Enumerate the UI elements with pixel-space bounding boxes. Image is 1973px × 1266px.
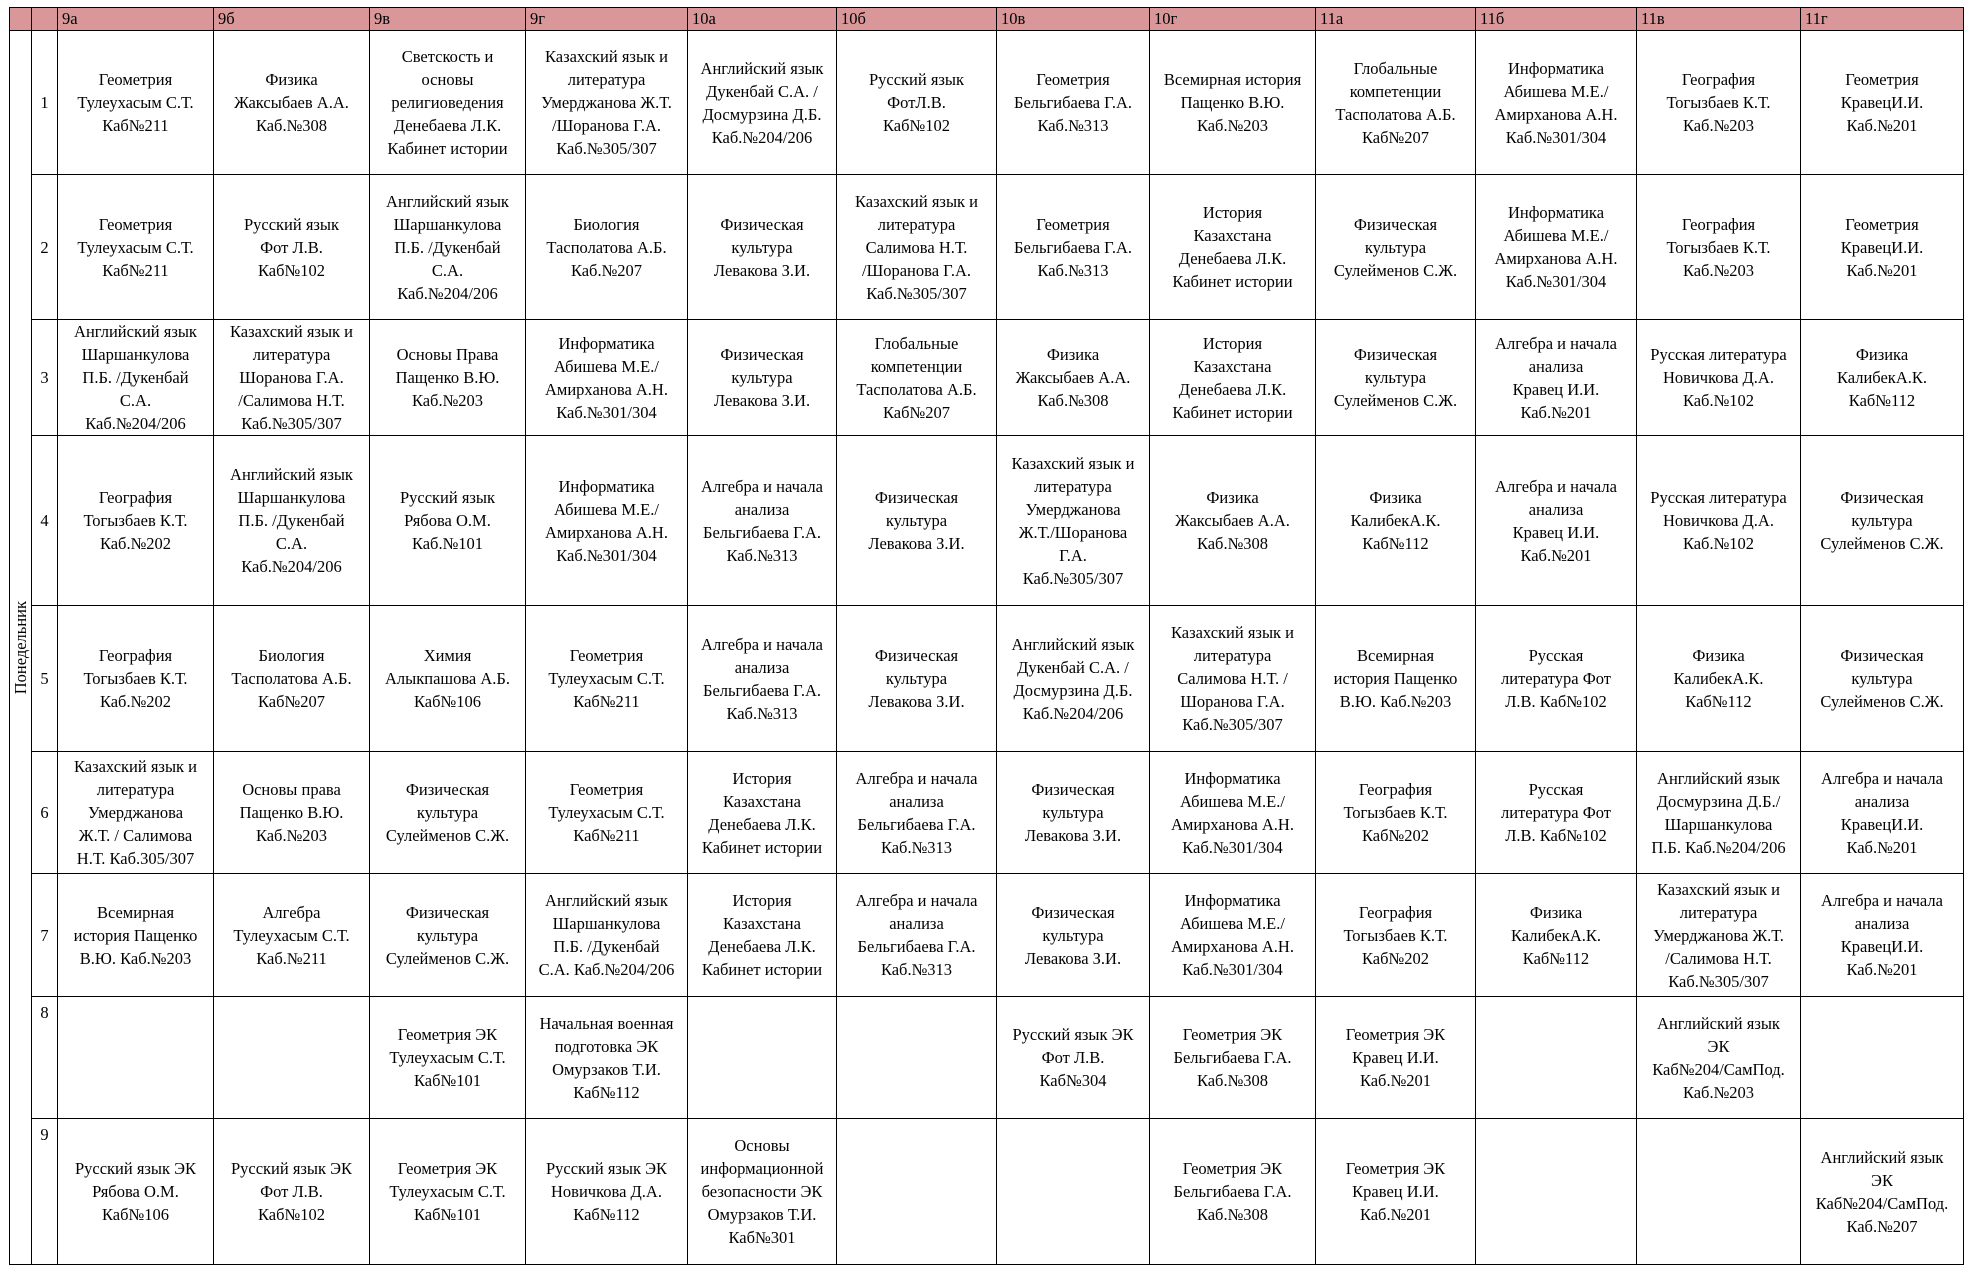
- lesson-cell: География Тогызбаев К.Т. Каб.№203: [1637, 31, 1801, 175]
- lesson-cell: Геометрия ЭК Кравец И.И. Каб.№201: [1316, 997, 1476, 1119]
- lesson-cell: Физика Жаксыбаев А.А. Каб.№308: [1150, 436, 1316, 606]
- lesson-cell: [837, 1119, 997, 1265]
- lesson-cell: Физика КалибекА.К. Каб№112: [1801, 320, 1964, 436]
- lesson-row: [10, 1119, 1964, 1265]
- lesson-cell: Физическая культура Левакова З.И.: [997, 752, 1150, 874]
- lesson-cell: [58, 997, 214, 1119]
- lesson-cell: Алгебра Тулеухасым С.Т. Каб.№211: [214, 874, 370, 997]
- lesson-cell: Казахский язык и литература Умерджанова Ж.Т. / Салимова Н.Т. Каб.305/307: [58, 752, 214, 874]
- lesson-cell: География Тогызбаев К.Т. Каб.№202: [58, 436, 214, 606]
- lesson-row: [10, 606, 1964, 752]
- lesson-cell: Английский язык Шаршанкулова П.Б. /Дукенбай С.А. Каб.№204/206: [214, 436, 370, 606]
- lesson-cell: Английский язык Шаршанкулова П.Б. /Дукенбай С.А. Каб.№204/206: [58, 320, 214, 436]
- lesson-cell: Геометрия Тулеухасым С.Т. Каб№211: [526, 606, 688, 752]
- lesson-row: [10, 997, 1964, 1119]
- lesson-cell: Физика Жаксыбаев А.А. Каб.№308: [997, 320, 1150, 436]
- lesson-cell: Русский язык ФотЛ.В. Каб№102: [837, 31, 997, 175]
- lesson-cell: [1801, 997, 1964, 1119]
- lesson-row: [10, 436, 1964, 606]
- lesson-row: [10, 31, 1964, 175]
- lesson-cell: Казахский язык и литература Шоранова Г.А. /Салимова Н.Т. Каб.№305/307: [214, 320, 370, 436]
- lesson-number: 7: [32, 874, 58, 997]
- lesson-cell: Физика КалибекА.К. Каб№112: [1637, 606, 1801, 752]
- day-cell: [10, 31, 32, 1265]
- lesson-row: [10, 752, 1964, 874]
- lesson-cell: Физическая культура Левакова З.И.: [997, 874, 1150, 997]
- lesson-cell: Физическая культура Левакова З.И.: [837, 436, 997, 606]
- lesson-cell: История Казахстана Денебаева Л.К. Кабинет истории: [688, 752, 837, 874]
- lesson-cell: Биология Тасполатова А.Б. Каб№207: [214, 606, 370, 752]
- lesson-cell: Русская литература Новичкова Д.А. Каб.№102: [1637, 320, 1801, 436]
- lesson-cell: Алгебра и начала анализа Бельгибаева Г.А. Каб.№313: [837, 874, 997, 997]
- class-header: 9а: [58, 8, 214, 31]
- lesson-cell: Русский язык ЭК Фот Л.В. Каб№102: [214, 1119, 370, 1265]
- lesson-cell: Физика КалибекА.К. Каб№112: [1476, 874, 1637, 997]
- lesson-cell: Казахский язык и литература Умерджанова Ж.Т. /Шоранова Г.А. Каб.№305/307: [526, 31, 688, 175]
- lesson-cell: Казахский язык и литература Салимова Н.Т. /Шоранова Г.А. Каб.№305/307: [837, 175, 997, 320]
- lesson-cell: Геометрия Тулеухасым С.Т. Каб№211: [58, 31, 214, 175]
- lesson-cell: Английский язык Дукенбай С.А. / Досмурзина Д.Б. Каб.№204/206: [688, 31, 837, 175]
- lesson-cell: Геометрия КравецИ.И. Каб.№201: [1801, 31, 1964, 175]
- lesson-number: 3: [32, 320, 58, 436]
- lesson-number: 6: [32, 752, 58, 874]
- schedule-table: [9, 7, 1964, 1265]
- lesson-cell: История Казахстана Денебаева Л.К. Кабинет истории: [688, 874, 837, 997]
- lesson-number: 4: [32, 436, 58, 606]
- lesson-cell: Русская литература Фот Л.В. Каб№102: [1476, 752, 1637, 874]
- lesson-cell: Физическая культура Сулейменов С.Ж.: [1801, 606, 1964, 752]
- lesson-cell: Русский язык Рябова О.М. Каб.№101: [370, 436, 526, 606]
- lesson-cell: [214, 997, 370, 1119]
- lesson-cell: Геометрия ЭК Кравец И.И. Каб.№201: [1316, 1119, 1476, 1265]
- class-header: 9в: [370, 8, 526, 31]
- lesson-cell: Информатика Абишева М.Е./ Амирханова А.Н. Каб.№301/304: [1150, 752, 1316, 874]
- lesson-cell: Физическая культура Сулейменов С.Ж.: [1316, 320, 1476, 436]
- lesson-cell: Геометрия Бельгибаева Г.А. Каб.№313: [997, 175, 1150, 320]
- lesson-cell: [1476, 997, 1637, 1119]
- lesson-cell: Геометрия ЭК Тулеухасым С.Т. Каб№101: [370, 997, 526, 1119]
- lesson-cell: Геометрия Тулеухасым С.Т. Каб№211: [58, 175, 214, 320]
- class-header: 11а: [1316, 8, 1476, 31]
- lesson-cell: Физика Жаксыбаев А.А. Каб.№308: [214, 31, 370, 175]
- class-header: 9г: [526, 8, 688, 31]
- lesson-cell: Русский язык ЭК Фот Л.В. Каб№304: [997, 997, 1150, 1119]
- class-header: 10б: [837, 8, 997, 31]
- class-header: 11б: [1476, 8, 1637, 31]
- lesson-cell: Глобальные компетенции Тасполатова А.Б. Каб№207: [1316, 31, 1476, 175]
- lesson-cell: География Тогызбаев К.Т. Каб.№203: [1637, 175, 1801, 320]
- lesson-cell: Физическая культура Сулейменов С.Ж.: [1316, 175, 1476, 320]
- lesson-number: 9: [32, 1119, 58, 1265]
- lesson-cell: Алгебра и начала анализа КравецИ.И. Каб.№201: [1801, 752, 1964, 874]
- lesson-cell: Всемирная история Пащенко В.Ю. Каб.№203: [58, 874, 214, 997]
- lesson-cell: География Тогызбаев К.Т. Каб№202: [1316, 752, 1476, 874]
- lesson-cell: Физическая культура Сулейменов С.Ж.: [370, 752, 526, 874]
- header-row: [10, 8, 1964, 31]
- lesson-number: 8: [32, 997, 58, 1119]
- lesson-cell: [997, 1119, 1150, 1265]
- lesson-number: 5: [32, 606, 58, 752]
- lesson-cell: Русская литература Фот Л.В. Каб№102: [1476, 606, 1637, 752]
- lesson-cell: Казахский язык и литература Умерджанова Ж.Т. /Салимова Н.Т. Каб.№305/307: [1637, 874, 1801, 997]
- lesson-cell: Всемирная история Пащенко В.Ю. Каб.№203: [1150, 31, 1316, 175]
- lesson-number: 1: [32, 31, 58, 175]
- lesson-row: [10, 320, 1964, 436]
- lesson-cell: Геометрия Бельгибаева Г.А. Каб.№313: [997, 31, 1150, 175]
- lesson-cell: Геометрия ЭК Бельгибаева Г.А. Каб.№308: [1150, 997, 1316, 1119]
- lesson-cell: Физическая культура Сулейменов С.Ж.: [1801, 436, 1964, 606]
- lesson-cell: Алгебра и начала анализа Кравец И.И. Каб.№201: [1476, 320, 1637, 436]
- lesson-cell: [688, 997, 837, 1119]
- lesson-cell: Английский язык Шаршанкулова П.Б. /Дукенбай С.А. Каб.№204/206: [526, 874, 688, 997]
- class-header: 9б: [214, 8, 370, 31]
- lesson-cell: [837, 997, 997, 1119]
- lesson-cell: Биология Тасполатова А.Б. Каб.№207: [526, 175, 688, 320]
- lesson-cell: Казахский язык и литература Умерджанова Ж.Т./Шоранова Г.А. Каб.№305/307: [997, 436, 1150, 606]
- lesson-cell: Алгебра и начала анализа КравецИ.И. Каб.№201: [1801, 874, 1964, 997]
- class-header: 10а: [688, 8, 837, 31]
- lesson-row: [10, 175, 1964, 320]
- lesson-cell: Геометрия ЭК Тулеухасым С.Т. Каб№101: [370, 1119, 526, 1265]
- lesson-cell: Английский язык Шаршанкулова П.Б. /Дукенбай С.А. Каб.№204/206: [370, 175, 526, 320]
- lesson-cell: Геометрия ЭК Бельгибаева Г.А. Каб.№308: [1150, 1119, 1316, 1265]
- lesson-cell: Глобальные компетенции Тасполатова А.Б. Каб№207: [837, 320, 997, 436]
- lesson-cell: Всемирная история Пащенко В.Ю. Каб.№203: [1316, 606, 1476, 752]
- lesson-cell: Информатика Абишева М.Е./ Амирханова А.Н. Каб.№301/304: [1150, 874, 1316, 997]
- lesson-cell: Геометрия КравецИ.И. Каб.№201: [1801, 175, 1964, 320]
- lesson-cell: Алгебра и начала анализа Бельгибаева Г.А. Каб.№313: [688, 606, 837, 752]
- lesson-cell: Информатика Абишева М.Е./ Амирханова А.Н. Каб.№301/304: [526, 320, 688, 436]
- class-header: 10в: [997, 8, 1150, 31]
- lesson-cell: История Казахстана Денебаева Л.К. Кабинет истории: [1150, 175, 1316, 320]
- lesson-cell: Светскость и основы религиоведения Денебаева Л.К. Кабинет истории: [370, 31, 526, 175]
- day-label: Понедельник: [10, 600, 30, 695]
- lesson-cell: Алгебра и начала анализа Кравец И.И. Каб.№201: [1476, 436, 1637, 606]
- lesson-cell: Английский язык ЭК Каб№204/СамПод. Каб.№203: [1637, 997, 1801, 1119]
- class-header: 11г: [1801, 8, 1964, 31]
- lesson-cell: Геометрия Тулеухасым С.Т. Каб№211: [526, 752, 688, 874]
- lesson-cell: Основы права Пащенко В.Ю. Каб.№203: [214, 752, 370, 874]
- header-corner-num: [32, 8, 58, 31]
- lesson-cell: Информатика Абишева М.Е./ Амирханова А.Н. Каб.№301/304: [526, 436, 688, 606]
- lesson-cell: Русский язык Фот Л.В. Каб№102: [214, 175, 370, 320]
- lesson-cell: [1637, 1119, 1801, 1265]
- lesson-cell: Физическая культура Левакова З.И.: [688, 175, 837, 320]
- lesson-cell: География Тогызбаев К.Т. Каб.№202: [58, 606, 214, 752]
- lesson-cell: Русский язык ЭК Рябова О.М. Каб№106: [58, 1119, 214, 1265]
- lesson-cell: Основы информационной безопасности ЭК Омурзаков Т.И. Каб№301: [688, 1119, 837, 1265]
- lesson-cell: Русская литература Новичкова Д.А. Каб.№102: [1637, 436, 1801, 606]
- lesson-cell: Информатика Абишева М.Е./ Амирханова А.Н. Каб.№301/304: [1476, 31, 1637, 175]
- lesson-cell: История Казахстана Денебаева Л.К. Кабинет истории: [1150, 320, 1316, 436]
- lesson-cell: Основы Права Пащенко В.Ю. Каб.№203: [370, 320, 526, 436]
- lesson-row: [10, 874, 1964, 997]
- lesson-cell: Начальная военная подготовка ЭК Омурзаков Т.И. Каб№112: [526, 997, 688, 1119]
- lesson-number: 2: [32, 175, 58, 320]
- lesson-cell: Алгебра и начала анализа Бельгибаева Г.А. Каб.№313: [688, 436, 837, 606]
- header-corner-day: [10, 8, 32, 31]
- lesson-cell: Алгебра и начала анализа Бельгибаева Г.А. Каб.№313: [837, 752, 997, 874]
- class-header: 10г: [1150, 8, 1316, 31]
- lesson-cell: Английский язык ЭК Каб№204/СамПод. Каб.№207: [1801, 1119, 1964, 1265]
- lesson-cell: Информатика Абишева М.Е./ Амирханова А.Н. Каб.№301/304: [1476, 175, 1637, 320]
- lesson-cell: Английский язык Дукенбай С.А. / Досмурзина Д.Б. Каб.№204/206: [997, 606, 1150, 752]
- lesson-cell: Физическая культура Левакова З.И.: [837, 606, 997, 752]
- lesson-cell: Казахский язык и литература Салимова Н.Т. / Шоранова Г.А. Каб.№305/307: [1150, 606, 1316, 752]
- lesson-cell: [1476, 1119, 1637, 1265]
- lesson-cell: Физическая культура Левакова З.И.: [688, 320, 837, 436]
- lesson-cell: Физика КалибекА.К. Каб№112: [1316, 436, 1476, 606]
- lesson-cell: Русский язык ЭК Новичкова Д.А. Каб№112: [526, 1119, 688, 1265]
- lesson-cell: Химия Алыкпашова А.Б. Каб№106: [370, 606, 526, 752]
- lesson-cell: Английский язык Досмурзина Д.Б./ Шаршанкулова П.Б. Каб.№204/206: [1637, 752, 1801, 874]
- lesson-cell: География Тогызбаев К.Т. Каб№202: [1316, 874, 1476, 997]
- lesson-cell: Физическая культура Сулейменов С.Ж.: [370, 874, 526, 997]
- class-header: 11в: [1637, 8, 1801, 31]
